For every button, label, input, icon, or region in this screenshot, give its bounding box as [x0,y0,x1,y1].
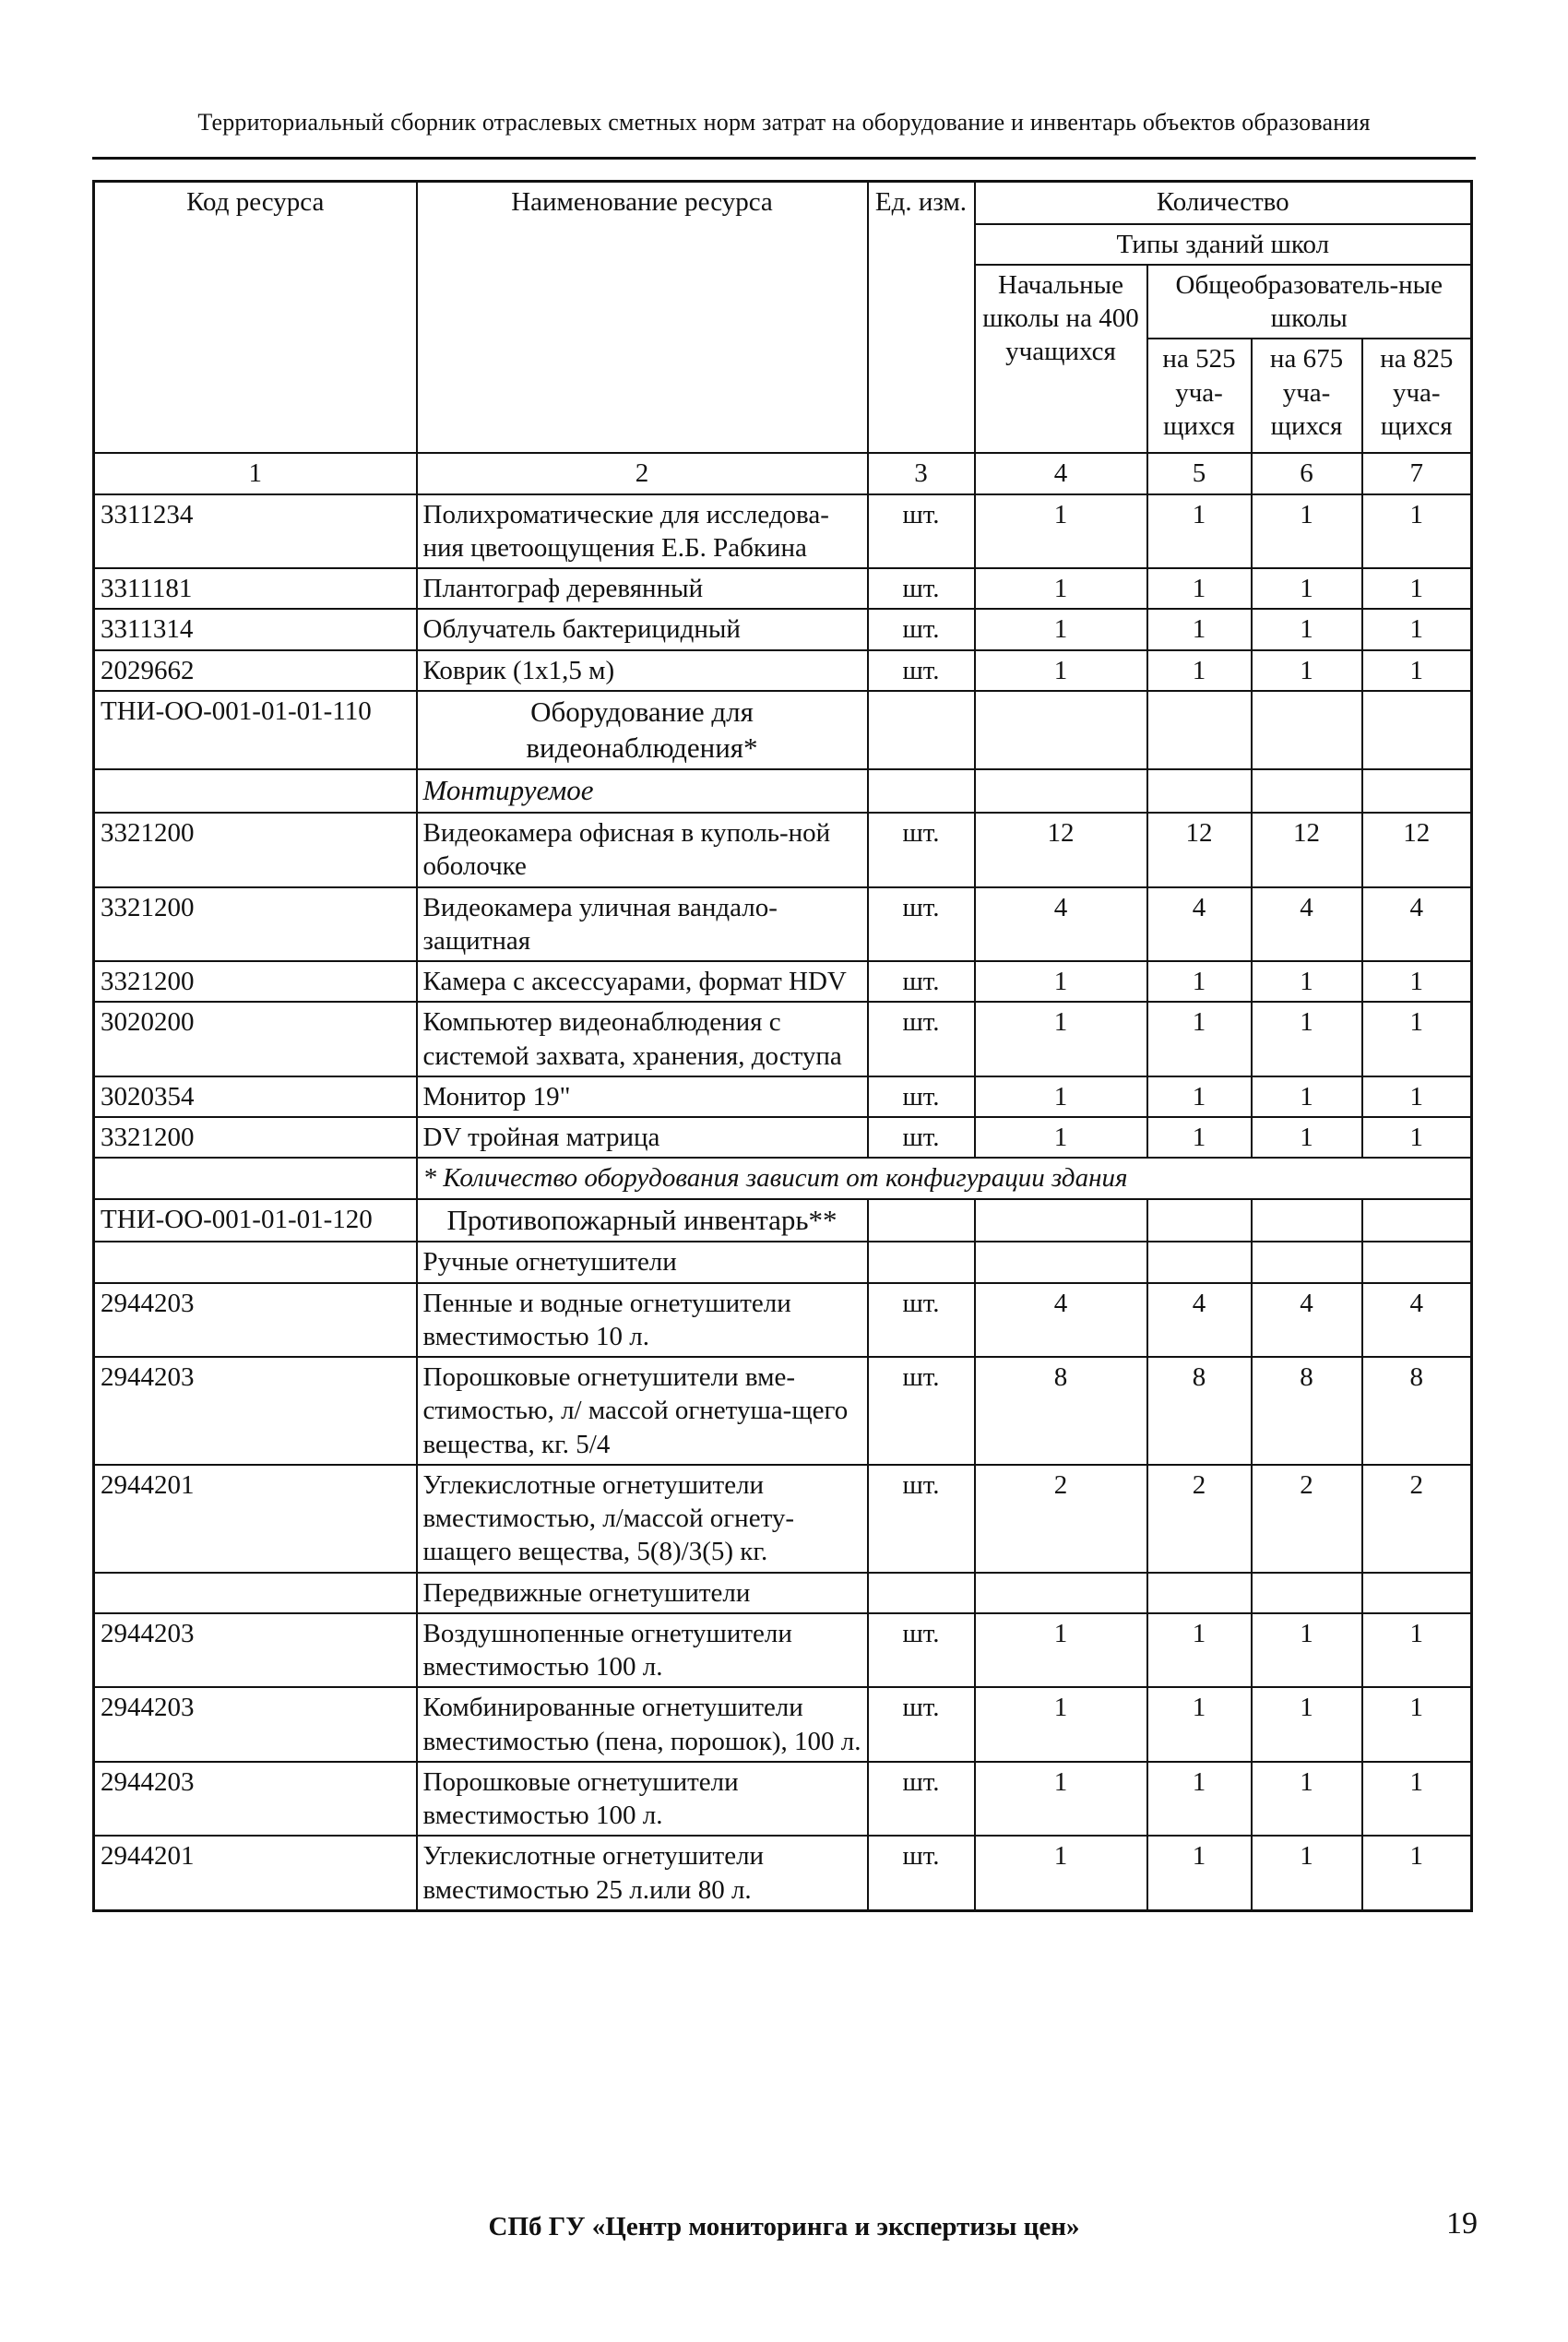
quantity-cell [1252,691,1362,770]
quantity-cell [1252,1199,1362,1242]
header-name: Наименование ресурса [417,182,868,454]
quantity-cell [1147,769,1252,813]
quantity-cell: 1 [975,1002,1147,1076]
resource-name: Видеокамера уличная вандало-защитная [417,887,868,962]
resource-name: Компьютер видеонаблюдения с системой захвата, хранения, доступа [417,1002,868,1076]
resource-name: Облучатель бактерицидный [417,609,868,649]
unit-cell [868,769,975,813]
header-675: на 675 уча-щихся [1252,339,1362,453]
quantity-cell: 4 [1252,1283,1362,1358]
quantity-cell [1362,1573,1472,1613]
quantity-cell: 1 [1147,1076,1252,1117]
unit-cell: шт. [868,1357,975,1465]
quantity-cell: 1 [975,1762,1147,1837]
unit-cell: шт. [868,1465,975,1573]
header-building-types: Типы зданий школ [975,224,1472,265]
table-row [94,1117,1472,1158]
running-header: Территориальный сборник отраслевых сметных норм затрат на оборудование и инвентарь объектов образования [197,109,1371,136]
resource-code: 2944201 [94,1465,417,1573]
table-row [94,813,1472,887]
quantity-cell [1252,1573,1362,1613]
quantity-cell [1252,769,1362,813]
resource-code: ТНИ-ОО-001-01-01-120 [94,1199,417,1242]
quantity-cell: 4 [1252,887,1362,962]
quantity-cell: 1 [1147,961,1252,1002]
resource-code [94,1158,417,1198]
quantity-cell: 1 [1252,1836,1362,1910]
quantity-cell: 1 [1362,1076,1472,1117]
table-row [94,1158,1472,1198]
quantity-cell: 4 [1362,1283,1472,1358]
quantity-cell: 1 [1252,1613,1362,1688]
column-number: 4 [975,453,1147,493]
quantity-cell: 1 [1362,1117,1472,1158]
quantity-cell: 4 [1362,887,1472,962]
table-row [94,1199,1472,1242]
quantity-cell: 8 [975,1357,1147,1465]
resource-code: 3020354 [94,1076,417,1117]
resource-name: Углекислотные огнетушители вместимостью, л/массой огнету-шащего вещества, 5(8)/3(5) кг. [417,1465,868,1573]
table-row [94,1613,1472,1688]
table-row [94,1687,1472,1762]
resource-code: 3321200 [94,1117,417,1158]
unit-cell: шт. [868,813,975,887]
resource-code: 2029662 [94,650,417,691]
quantity-cell: 4 [975,887,1147,962]
quantity-cell: 1 [975,961,1147,1002]
quantity-cell: 12 [1362,813,1472,887]
table-row [94,1836,1472,1910]
resource-code: 3311314 [94,609,417,649]
unit-cell: шт. [868,1762,975,1837]
quantity-cell: 2 [1252,1465,1362,1573]
subsection-title: Передвижные огнетушители [417,1573,868,1613]
quantity-cell [1147,1199,1252,1242]
unit-cell: шт. [868,568,975,609]
quantity-cell: 1 [1362,568,1472,609]
unit-cell: шт. [868,887,975,962]
table-row [94,1283,1472,1358]
quantity-cell [1362,691,1472,770]
header-unit: Ед. изм. [868,182,975,454]
resource-code: ТНИ-ОО-001-01-01-110 [94,691,417,770]
quantity-cell: 12 [975,813,1147,887]
resource-code: 3020200 [94,1002,417,1076]
header-code: Код ресурса [94,182,417,454]
quantity-cell: 1 [975,1613,1147,1688]
quantity-cell [1252,1242,1362,1282]
quantity-cell: 1 [1147,1002,1252,1076]
quantity-cell: 1 [1362,1002,1472,1076]
resource-code: 3311181 [94,568,417,609]
header-primary-school: Начальные школы на 400 учащихся [975,265,1147,454]
quantity-cell: 1 [975,1836,1147,1910]
unit-cell: шт. [868,1283,975,1358]
quantity-cell: 1 [1362,1613,1472,1688]
resource-code: 3311234 [94,494,417,569]
table-row [94,1242,1472,1282]
quantity-cell: 8 [1252,1357,1362,1465]
quantity-cell: 2 [975,1465,1147,1573]
quantity-cell: 1 [1147,494,1252,569]
quantity-cell: 1 [975,650,1147,691]
subsection-title: Монтируемое [417,769,868,813]
quantity-cell: 1 [975,609,1147,649]
quantity-cell: 2 [1362,1465,1472,1573]
unit-cell [868,691,975,770]
column-number: 7 [1362,453,1472,493]
quantity-cell [1147,1573,1252,1613]
unit-cell [868,1242,975,1282]
quantity-cell: 8 [1147,1357,1252,1465]
resource-code: 2944203 [94,1283,417,1358]
quantity-cell: 1 [1147,1613,1252,1688]
unit-cell: шт. [868,961,975,1002]
table-row [94,1357,1472,1465]
column-number: 5 [1147,453,1252,493]
quantity-cell: 1 [1252,650,1362,691]
quantity-cell [975,1199,1147,1242]
resource-code [94,1573,417,1613]
quantity-cell: 1 [1252,1076,1362,1117]
quantity-cell [975,1573,1147,1613]
unit-cell: шт. [868,1613,975,1688]
quantity-cell: 1 [1252,961,1362,1002]
quantity-cell: 1 [1252,1762,1362,1837]
quantity-cell: 2 [1147,1465,1252,1573]
table-row [94,1762,1472,1837]
quantity-cell: 1 [1362,961,1472,1002]
quantity-cell: 1 [1147,1117,1252,1158]
table-row [94,887,1472,962]
quantity-cell [1362,1242,1472,1282]
table-row [94,609,1472,649]
footer-organization: СПб ГУ «Центр мониторинга и экспертизы цен» [488,2212,1080,2241]
unit-cell [868,1573,975,1613]
resource-name: Полихроматические для исследова-ния цветоощущения Е.Б. Рабкина [417,494,868,569]
resource-code: 2944203 [94,1357,417,1465]
column-number: 1 [94,453,417,493]
quantity-cell: 1 [1362,609,1472,649]
quantity-cell [975,691,1147,770]
quantity-cell: 1 [1252,1687,1362,1762]
header-rule [92,157,1476,160]
quantity-cell [1362,769,1472,813]
quantity-cell [975,769,1147,813]
quantity-cell: 1 [1147,568,1252,609]
resource-name: Коврик (1х1,5 м) [417,650,868,691]
quantity-cell: 1 [975,1687,1147,1762]
table-body [94,494,1472,1911]
table-row [94,568,1472,609]
header-quantity: Количество [975,182,1472,224]
table-row [94,769,1472,813]
resource-code: 2944203 [94,1687,417,1762]
quantity-cell: 4 [1147,887,1252,962]
quantity-cell: 4 [975,1283,1147,1358]
header-825: на 825 уча-щихся [1362,339,1472,453]
resource-code: 2944203 [94,1762,417,1837]
resource-name: Камера с аксессуарами, формат HDV [417,961,868,1002]
column-number-row [94,453,1472,493]
table-row [94,691,1472,770]
unit-cell: шт. [868,1117,975,1158]
quantity-cell [1362,1199,1472,1242]
quantity-cell: 1 [1147,1762,1252,1837]
resource-name: Комбинированные огнетушители вместимостью (пена, порошок), 100 л. [417,1687,868,1762]
resource-name: DV тройная матрица [417,1117,868,1158]
table-row [94,961,1472,1002]
quantity-cell: 1 [1147,650,1252,691]
quantity-cell: 12 [1147,813,1252,887]
unit-cell: шт. [868,650,975,691]
quantity-cell [1147,691,1252,770]
resource-code: 3321200 [94,961,417,1002]
quantity-cell: 1 [1362,1836,1472,1910]
resource-name: Плантограф деревянный [417,568,868,609]
resource-name: Порошковые огнетушители вместимостью 100 л. [417,1762,868,1837]
quantity-cell: 1 [1252,1117,1362,1158]
quantity-cell [975,1242,1147,1282]
unit-cell: шт. [868,1002,975,1076]
quantity-cell: 1 [975,568,1147,609]
resource-code [94,1242,417,1282]
table-row [94,494,1472,569]
unit-cell: шт. [868,1687,975,1762]
quantity-cell: 1 [1362,1762,1472,1837]
table-row [94,650,1472,691]
page-number: 19 [1446,2206,1478,2241]
column-number: 3 [868,453,975,493]
quantity-cell: 1 [1362,650,1472,691]
quantity-cell: 1 [975,494,1147,569]
table-row [94,1573,1472,1613]
resource-name: Углекислотные огнетушители вместимостью 25 л.или 80 л. [417,1836,868,1910]
resource-name: Порошковые огнетушители вме-стимостью, л/ массой огнетуша-щего вещества, кг. 5/4 [417,1357,868,1465]
resource-name: Пенные и водные огнетушители вместимостью 10 л. [417,1283,868,1358]
resource-code: 3321200 [94,813,417,887]
resource-code [94,769,417,813]
unit-cell: шт. [868,1076,975,1117]
quantity-cell: 1 [1252,1002,1362,1076]
resource-code: 2944203 [94,1613,417,1688]
footnote-text: * Количество оборудования зависит от конфигурации здания [417,1158,1472,1198]
table-row [94,1002,1472,1076]
unit-cell: шт. [868,494,975,569]
subsection-title: Ручные огнетушители [417,1242,868,1282]
resource-table [92,180,1473,1912]
header-525: на 525 уча-щихся [1147,339,1252,453]
quantity-cell: 1 [1252,494,1362,569]
unit-cell: шт. [868,1836,975,1910]
quantity-cell: 1 [975,1076,1147,1117]
quantity-cell: 12 [1252,813,1362,887]
quantity-cell: 1 [1362,494,1472,569]
quantity-cell: 1 [1147,609,1252,649]
resource-name: Видеокамера офисная в куполь-ной оболочке [417,813,868,887]
quantity-cell: 8 [1362,1357,1472,1465]
quantity-cell: 1 [1147,1687,1252,1762]
resource-name: Монитор 19" [417,1076,868,1117]
quantity-cell: 1 [1147,1836,1252,1910]
unit-cell [868,1199,975,1242]
quantity-cell: 1 [1362,1687,1472,1762]
quantity-cell: 1 [975,1117,1147,1158]
section-title: Оборудование для видеонаблюдения* [417,691,868,770]
quantity-cell: 1 [1252,609,1362,649]
table-row [94,1465,1472,1573]
quantity-cell [1147,1242,1252,1282]
resource-code: 2944201 [94,1836,417,1910]
column-number: 2 [417,453,868,493]
table-row [94,1076,1472,1117]
quantity-cell: 1 [1252,568,1362,609]
resource-code: 3321200 [94,887,417,962]
quantity-cell: 4 [1147,1283,1252,1358]
header-general-school: Общеобразователь-ные школы [1147,265,1472,339]
section-title: Противопожарный инвентарь** [417,1199,868,1242]
column-number: 6 [1252,453,1362,493]
resource-name: Воздушнопенные огнетушители вместимостью 100 л. [417,1613,868,1688]
unit-cell: шт. [868,609,975,649]
